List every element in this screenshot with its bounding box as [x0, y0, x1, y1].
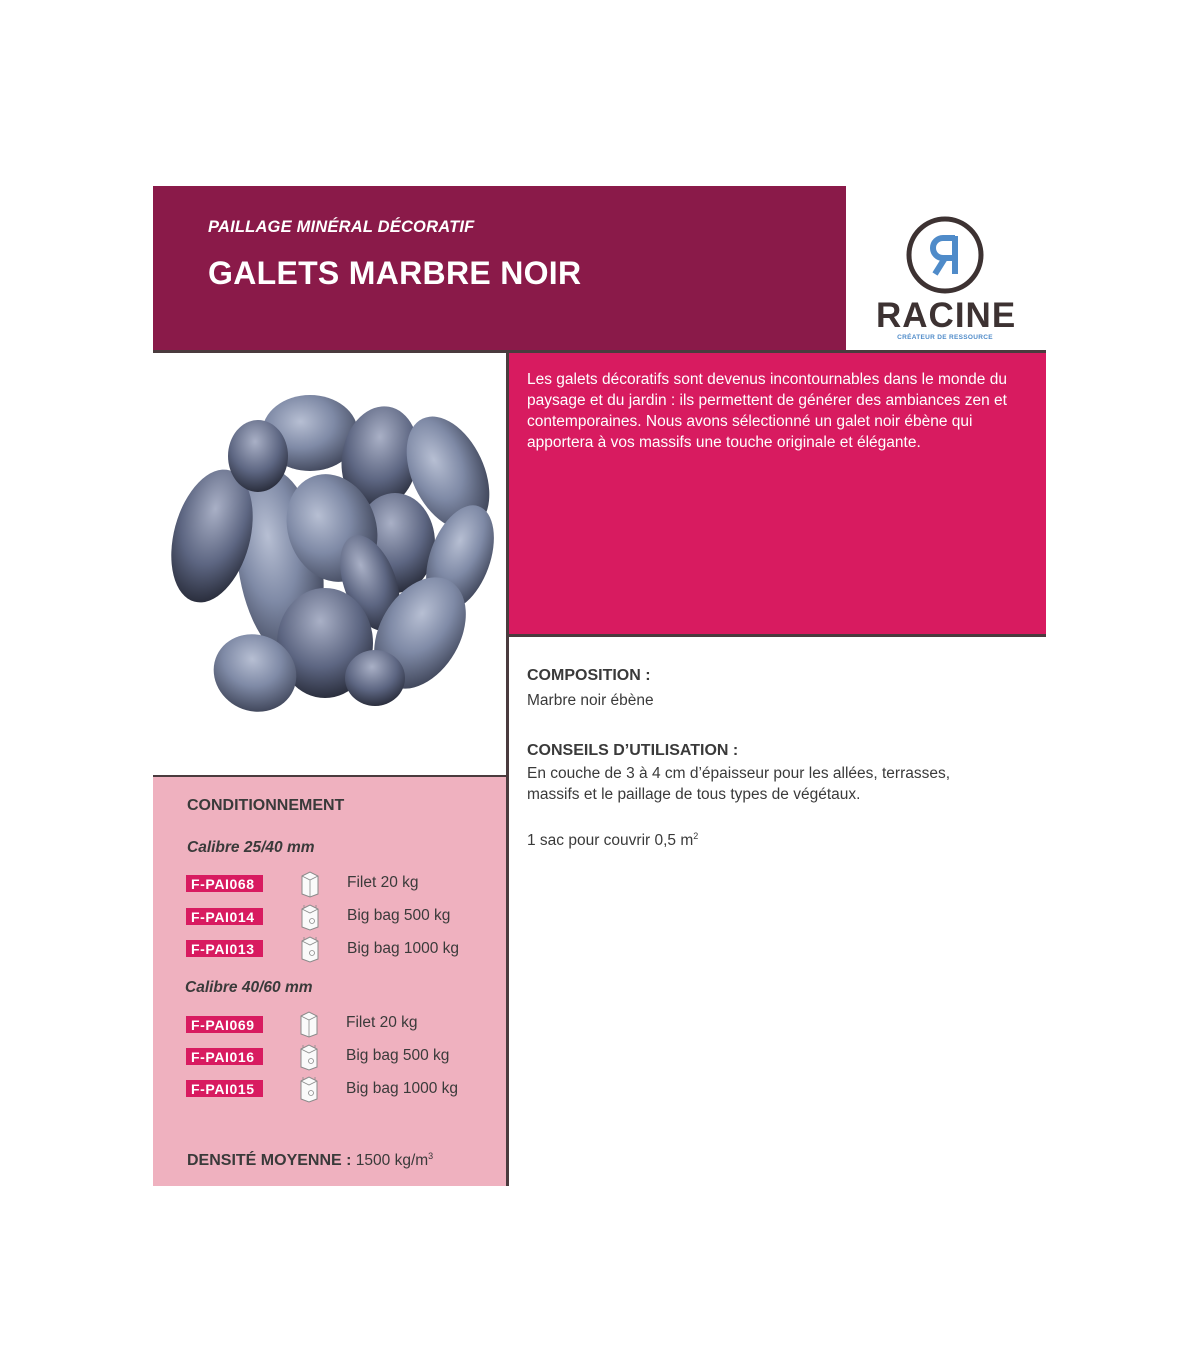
big-bag-icon [297, 903, 323, 931]
product-code: F-PAI068 [186, 875, 263, 892]
description-text: Les galets décoratifs sont devenus incontournables dans le monde du paysage et du jardin : ils permettent de générer des ambiances zen et contemporaines. Nous avons sélectionné un galet noir ébène qui apportera à vos massifs une touche originale et élégante. [527, 371, 1007, 451]
divider-description [509, 634, 1046, 637]
page-subtitle: PAILLAGE MINÉRAL DÉCORATIF [208, 218, 475, 236]
conseils-title: CONSEILS D’UTILISATION : [527, 742, 739, 759]
page-title: GALETS MARBRE NOIR [208, 255, 582, 291]
densite-exponent: 3 [428, 1151, 434, 1161]
package-label: Filet 20 kg [346, 1014, 418, 1031]
product-code: F-PAI016 [186, 1048, 263, 1065]
package-label: Big bag 1000 kg [347, 940, 460, 957]
black-marble-pebbles-image [160, 378, 500, 718]
calibre-heading: Calibre 25/40 mm [187, 839, 315, 856]
logo-wordmark: RACINE [876, 296, 1017, 335]
composition-text: Marbre noir ébène [527, 692, 654, 709]
coverage-line [527, 826, 698, 851]
conseils-line-2: massifs et le paillage de tous types de végétaux. [527, 786, 861, 803]
densite-value: 1500 kg/m [355, 1152, 429, 1170]
conditionnement-title: CONDITIONNEMENT [187, 797, 345, 814]
big-bag-icon [296, 1075, 322, 1103]
net-bag-icon [296, 1010, 322, 1038]
big-bag-icon [296, 1043, 322, 1071]
package-label: Big bag 500 kg [346, 1047, 450, 1064]
logo-tagline: CRÉATEUR DE RESSOURCE [897, 334, 993, 341]
package-label: Filet 20 kg [347, 874, 419, 891]
product-code: F-PAI069 [186, 1016, 263, 1033]
product-code: F-PAI013 [186, 940, 263, 957]
densite-label: DENSITÉ MOYENNE : [187, 1152, 352, 1170]
package-label: Big bag 1000 kg [346, 1080, 459, 1097]
package-label: Big bag 500 kg [347, 907, 451, 924]
conseils-line-1: En couche de 3 à 4 cm d’épaisseur pour les allées, terrasses, [527, 765, 951, 782]
calibre-heading: Calibre 40/60 mm [185, 979, 313, 996]
net-bag-icon [297, 870, 323, 898]
product-code: F-PAI014 [186, 908, 263, 925]
product-photo [160, 378, 500, 718]
composition-title: COMPOSITION : [527, 667, 651, 684]
coverage-exponent: 2 [693, 831, 699, 841]
product-code: F-PAI015 [186, 1080, 263, 1097]
big-bag-icon [297, 935, 323, 963]
densite-line [187, 1151, 433, 1170]
coverage-text: 1 sac pour couvrir 0,5 m [527, 832, 694, 850]
